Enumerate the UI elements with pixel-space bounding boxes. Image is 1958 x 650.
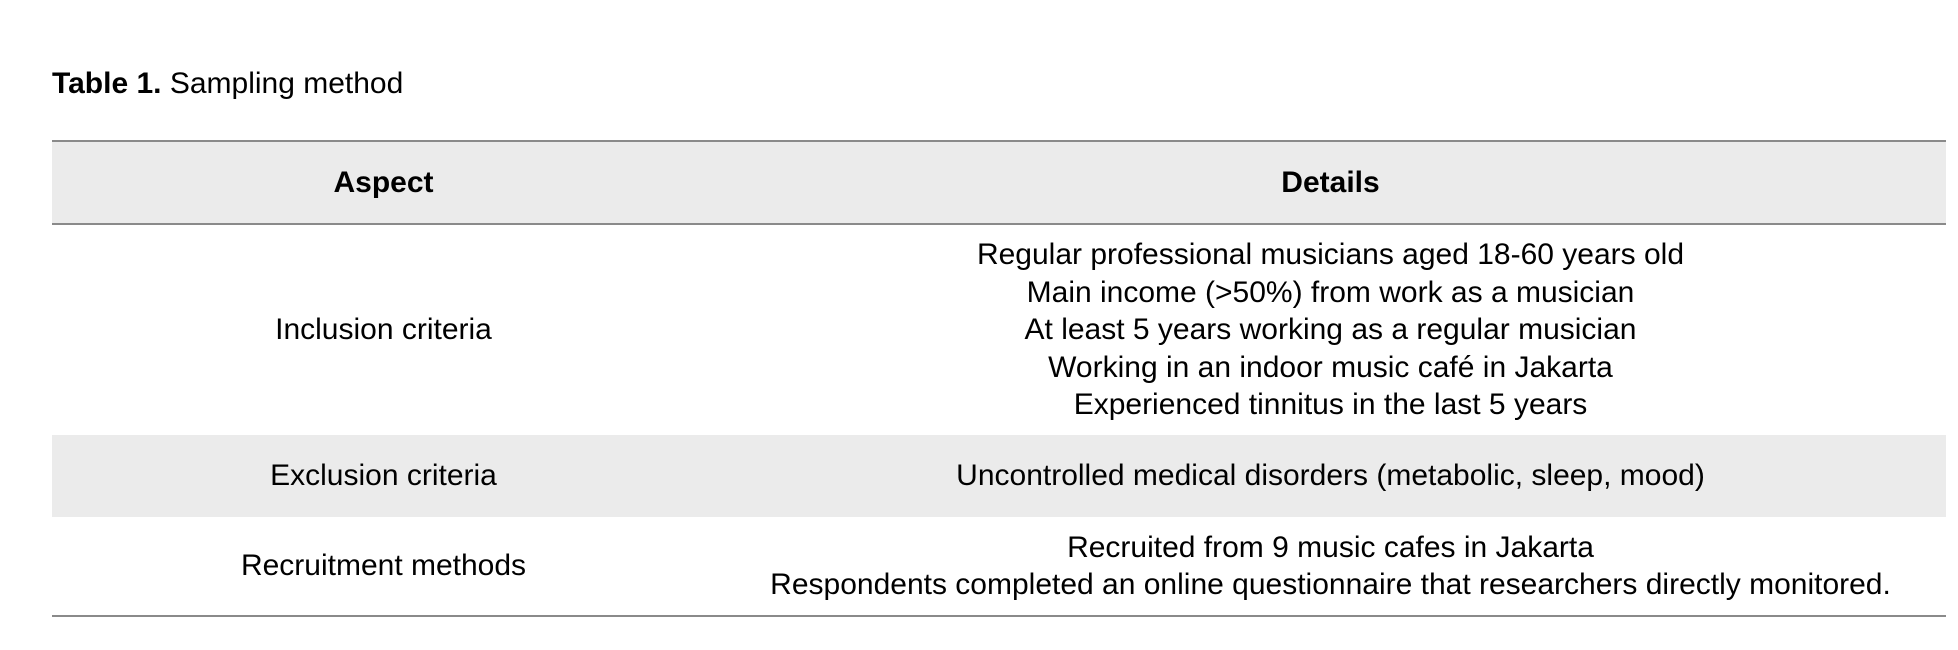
header-aspect: Aspect (52, 141, 715, 224)
detail-line: At least 5 years working as a regular musician (1024, 313, 1637, 347)
aspect-cell: Inclusion criteria (275, 313, 492, 347)
sampling-method-table (52, 140, 1946, 617)
detail-line: Uncontrolled medical disorders (metabolic, sleep, mood) (956, 459, 1705, 493)
table-caption (52, 64, 403, 104)
details-cell (715, 224, 1946, 435)
aspect-cell: Exclusion criteria (270, 459, 497, 493)
detail-line: Main income (>50%) from work as a musician (1026, 275, 1635, 309)
table-header-row (52, 141, 1946, 224)
detail-line: Regular professional musicians aged 18-60 years old (976, 238, 1685, 272)
detail-line: Working in an indoor music café in Jakarta (1048, 350, 1613, 384)
table-caption-text: Sampling method (169, 67, 404, 100)
detail-line: Experienced tinnitus in the last 5 years (1073, 388, 1588, 422)
details-cell (715, 517, 1946, 616)
table-caption-label: Table 1. (52, 67, 162, 100)
details-cell (715, 435, 1946, 517)
header-details: Details (715, 141, 1946, 224)
table-row-inclusion-criteria (52, 224, 1946, 435)
table-row-exclusion-criteria (52, 435, 1946, 517)
detail-line: Recruited from 9 music cafes in Jakarta (1067, 530, 1594, 564)
aspect-cell: Recruitment methods (52, 517, 715, 616)
detail-line: Respondents completed an online questionnaire that researchers directly monitored. (770, 568, 1891, 601)
table-row-recruitment-methods (52, 517, 1946, 616)
